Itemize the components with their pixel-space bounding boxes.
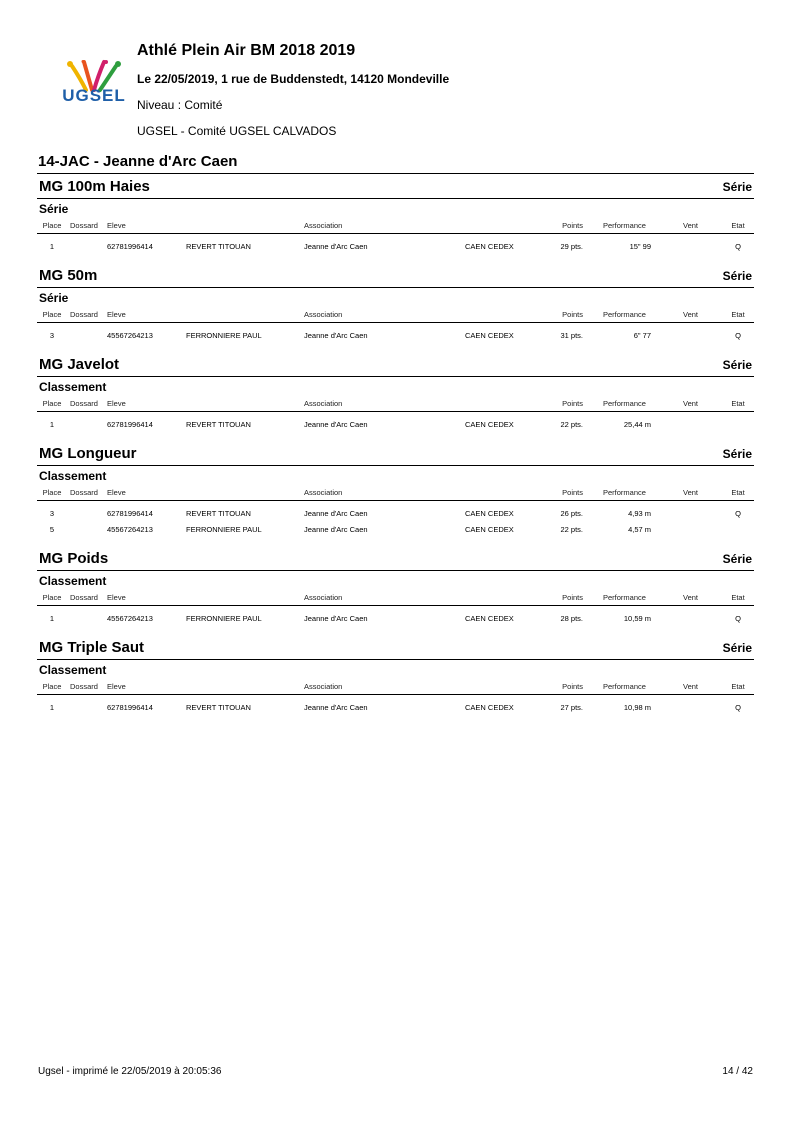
col-vent: Vent: [683, 682, 699, 691]
result-association: Jeanne d'Arc Caen: [304, 420, 368, 429]
col-association: Association: [304, 488, 343, 497]
result-row: [37, 416, 754, 432]
result-association: Jeanne d'Arc Caen: [304, 525, 368, 534]
event-block: [37, 548, 754, 626]
col-performance: Performance: [603, 221, 646, 230]
event-header: [37, 354, 754, 377]
result-place: 1: [49, 614, 55, 623]
result-row: [37, 238, 754, 254]
col-place: Place: [42, 221, 62, 230]
col-points: Points: [562, 682, 583, 691]
result-performance: 4,57 m: [628, 525, 651, 534]
result-points: 27 pts.: [560, 703, 583, 712]
meeting-title: Athlé Plein Air BM 2018 2019: [137, 42, 356, 59]
event-name: MG Poids: [39, 550, 109, 567]
column-header-row: [37, 306, 754, 323]
col-dossard: Dossard: [70, 399, 98, 408]
event-type: [37, 571, 754, 589]
col-dossard: Dossard: [70, 682, 98, 691]
col-performance: Performance: [603, 310, 646, 319]
event-header: [37, 637, 754, 660]
col-dossard: Dossard: [70, 488, 98, 497]
col-association: Association: [304, 310, 343, 319]
result-dossard: 45567264213: [107, 525, 153, 534]
col-eleve: Eleve: [107, 310, 126, 319]
result-athlete-name: FERRONNIERE PAUL: [186, 331, 262, 340]
col-place: Place: [42, 399, 62, 408]
event-name: MG 50m: [39, 267, 98, 284]
event-header: [37, 443, 754, 466]
result-performance: 6" 77: [633, 331, 651, 340]
event-header: [37, 548, 754, 571]
result-association: Jeanne d'Arc Caen: [304, 242, 368, 251]
meeting-date-location: Le 22/05/2019, 1 rue de Buddenstedt, 14120 Mondeville: [137, 72, 450, 86]
result-dossard: 45567264213: [107, 614, 153, 623]
page-number: 14 / 42: [722, 1066, 753, 1077]
event-header: [37, 265, 754, 288]
result-performance: 15" 99: [629, 242, 651, 251]
result-dossard: 62781996414: [107, 242, 153, 251]
result-row: [37, 505, 754, 521]
col-place: Place: [42, 593, 62, 602]
event-type-label: Classement: [39, 574, 107, 588]
event-serie-label: Série: [722, 180, 752, 194]
result-performance: 10,98 m: [623, 703, 651, 712]
col-etat: Etat: [731, 593, 745, 602]
col-eleve: Eleve: [107, 593, 126, 602]
event-type-label: Classement: [39, 469, 107, 483]
column-header-row: [37, 678, 754, 695]
result-city: CAEN CEDEX: [465, 703, 514, 712]
col-vent: Vent: [683, 399, 699, 408]
col-etat: Etat: [731, 488, 745, 497]
result-dossard: 45567264213: [107, 331, 153, 340]
col-points: Points: [562, 221, 583, 230]
print-timestamp: Ugsel - imprimé le 22/05/2019 à 20:05:36: [38, 1066, 222, 1077]
column-header-row: [37, 484, 754, 501]
event-type: [37, 288, 754, 306]
result-dossard: 62781996414: [107, 703, 153, 712]
event-type: [37, 660, 754, 678]
col-dossard: Dossard: [70, 310, 98, 319]
result-city: CAEN CEDEX: [465, 331, 514, 340]
event-type-label: Classement: [39, 663, 107, 677]
col-vent: Vent: [683, 310, 699, 319]
result-row: [37, 327, 754, 343]
col-points: Points: [562, 593, 583, 602]
event-name: MG Javelot: [39, 356, 120, 373]
event-serie-label: Série: [722, 447, 752, 461]
event-type-label: Série: [39, 291, 69, 305]
event-header: [37, 176, 754, 199]
col-place: Place: [42, 310, 62, 319]
col-etat: Etat: [731, 221, 745, 230]
col-place: Place: [42, 488, 62, 497]
result-city: CAEN CEDEX: [465, 614, 514, 623]
col-place: Place: [42, 682, 62, 691]
result-performance: 4,93 m: [628, 509, 651, 518]
column-header-row: [37, 217, 754, 234]
event-type-label: Classement: [39, 380, 107, 394]
result-place: 1: [49, 242, 55, 251]
result-place: 3: [49, 509, 55, 518]
event-type: [37, 377, 754, 395]
result-points: 22 pts.: [560, 420, 583, 429]
col-association: Association: [304, 221, 343, 230]
result-points: 22 pts.: [560, 525, 583, 534]
result-dossard: 62781996414: [107, 420, 153, 429]
result-athlete-name: REVERT TITOUAN: [186, 703, 251, 712]
col-association: Association: [304, 682, 343, 691]
event-block: [37, 354, 754, 432]
result-row: [37, 699, 754, 715]
result-place: 1: [49, 420, 55, 429]
result-performance: 25,44 m: [623, 420, 651, 429]
result-city: CAEN CEDEX: [465, 525, 514, 534]
result-athlete-name: FERRONNIERE PAUL: [186, 525, 262, 534]
result-place: 5: [49, 525, 55, 534]
result-association: Jeanne d'Arc Caen: [304, 331, 368, 340]
result-city: CAEN CEDEX: [465, 420, 514, 429]
result-row: [37, 610, 754, 626]
meeting-committee: UGSEL - Comité UGSEL CALVADOS: [137, 124, 337, 138]
col-association: Association: [304, 593, 343, 602]
event-type-label: Série: [39, 202, 69, 216]
event-block: [37, 637, 754, 715]
result-status: Q: [735, 703, 741, 712]
result-points: 29 pts.: [560, 242, 583, 251]
event-block: [37, 176, 754, 254]
col-vent: Vent: [683, 221, 699, 230]
result-athlete-name: REVERT TITOUAN: [186, 242, 251, 251]
col-performance: Performance: [603, 488, 646, 497]
result-athlete-name: FERRONNIERE PAUL: [186, 614, 262, 623]
col-points: Points: [562, 310, 583, 319]
col-performance: Performance: [603, 399, 646, 408]
result-association: Jeanne d'Arc Caen: [304, 703, 368, 712]
result-city: CAEN CEDEX: [465, 242, 514, 251]
event-block: [37, 443, 754, 537]
column-header-row: [37, 589, 754, 606]
result-athlete-name: REVERT TITOUAN: [186, 509, 251, 518]
event-block: [37, 265, 754, 343]
event-name: MG Triple Saut: [39, 639, 145, 656]
event-name: MG Longueur: [39, 445, 137, 462]
result-status: Q: [735, 331, 741, 340]
col-etat: Etat: [731, 399, 745, 408]
col-eleve: Eleve: [107, 399, 126, 408]
col-vent: Vent: [683, 488, 699, 497]
event-name: MG 100m Haies: [39, 178, 150, 195]
col-eleve: Eleve: [107, 682, 126, 691]
col-association: Association: [304, 399, 343, 408]
result-points: 26 pts.: [560, 509, 583, 518]
col-points: Points: [562, 399, 583, 408]
result-performance: 10,59 m: [623, 614, 651, 623]
event-serie-label: Série: [722, 358, 752, 372]
result-points: 28 pts.: [560, 614, 583, 623]
event-type: [37, 199, 754, 217]
result-association: Jeanne d'Arc Caen: [304, 509, 368, 518]
result-place: 3: [49, 331, 55, 340]
club-title: 14-JAC - Jeanne d'Arc Caen: [38, 153, 238, 170]
result-status: Q: [735, 614, 741, 623]
column-header-row: [37, 395, 754, 412]
result-city: CAEN CEDEX: [465, 509, 514, 518]
col-points: Points: [562, 488, 583, 497]
col-dossard: Dossard: [70, 221, 98, 230]
col-eleve: Eleve: [107, 221, 126, 230]
result-association: Jeanne d'Arc Caen: [304, 614, 368, 623]
result-dossard: 62781996414: [107, 509, 153, 518]
meeting-level: Niveau : Comité: [137, 98, 223, 112]
result-points: 31 pts.: [560, 331, 583, 340]
result-status: Q: [735, 242, 741, 251]
result-status: Q: [735, 509, 741, 518]
event-type: [37, 466, 754, 484]
event-serie-label: Série: [722, 269, 752, 283]
result-place: 1: [49, 703, 55, 712]
col-performance: Performance: [603, 682, 646, 691]
col-etat: Etat: [731, 310, 745, 319]
result-row: [37, 521, 754, 537]
result-athlete-name: REVERT TITOUAN: [186, 420, 251, 429]
col-eleve: Eleve: [107, 488, 126, 497]
col-dossard: Dossard: [70, 593, 98, 602]
club-divider: [37, 173, 754, 174]
col-performance: Performance: [603, 593, 646, 602]
event-serie-label: Série: [722, 552, 752, 566]
col-etat: Etat: [731, 682, 745, 691]
ugsel-logo-text: UGSEL: [62, 86, 126, 105]
event-serie-label: Série: [722, 641, 752, 655]
col-vent: Vent: [683, 593, 699, 602]
